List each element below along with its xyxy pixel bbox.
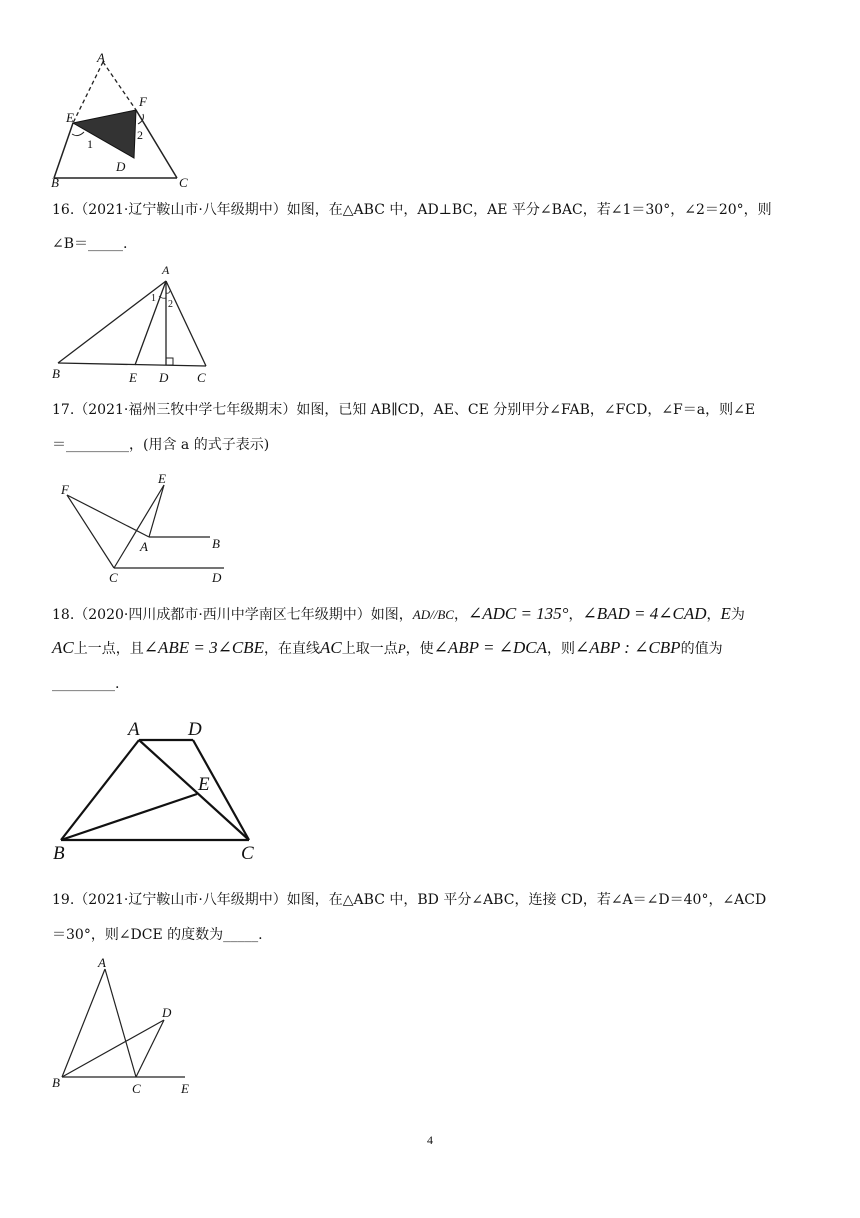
- figure-folded-triangle: [40, 48, 210, 193]
- q18-text-10: ，则: [546, 641, 575, 657]
- label-A: A: [98, 955, 106, 970]
- figure-triangle-altitude-bisector: [48, 258, 223, 388]
- label-B: B: [52, 366, 60, 381]
- label-angle-1: 1: [87, 137, 93, 151]
- label-D: D: [212, 570, 222, 585]
- q18-math-3: ∠BAD = 4∠CAD: [582, 604, 707, 623]
- q18-math-6: ∠ABE = 3∠CBE: [143, 638, 264, 657]
- label-E: E: [181, 1081, 189, 1096]
- label-E: E: [129, 370, 137, 385]
- q18-answer-blank: _________.: [52, 676, 120, 692]
- q18-math-10: ∠ABP : ∠CBP: [574, 638, 681, 657]
- figure-trapezoid: [48, 714, 273, 864]
- q18-math-7: AC: [319, 638, 342, 657]
- label-C: C: [197, 370, 206, 385]
- q18-text-7: ，在直线: [263, 641, 320, 657]
- label-A: A: [128, 719, 140, 740]
- q18-text-8: 上取一点: [341, 641, 398, 657]
- label-A: A: [97, 50, 105, 65]
- q18-text-3: ，: [568, 607, 583, 623]
- figure-parallel-lines-bisectors: [52, 468, 242, 588]
- label-C: C: [241, 843, 254, 864]
- label-B: B: [51, 175, 59, 190]
- figure-triangle-bisector-extension: [48, 950, 208, 1100]
- label-E: E: [66, 110, 74, 125]
- label-B: B: [52, 1075, 60, 1090]
- question-19-line-2: ＝30°，则∠DCE 的度数为_____.: [52, 927, 263, 943]
- label-D: D: [188, 719, 202, 740]
- label-B: B: [212, 536, 220, 551]
- q18-text-6: 上一点，且: [73, 641, 144, 657]
- q18-text-2: ，: [453, 607, 468, 623]
- q18-math-4: E: [720, 604, 731, 623]
- label-angle-1: 1: [151, 293, 156, 304]
- label-angle-2: 2: [137, 128, 143, 142]
- q18-text-4: ，: [706, 607, 721, 623]
- label-C: C: [132, 1081, 141, 1096]
- q18-text-5: 为: [730, 607, 745, 623]
- label-C: C: [109, 570, 118, 585]
- q18-math-8: P: [397, 641, 406, 656]
- label-A: A: [140, 539, 148, 554]
- label-D: D: [162, 1005, 172, 1020]
- label-D: D: [116, 159, 126, 174]
- page-number: 4: [427, 1133, 433, 1147]
- question-16-line-1: 16.（2021·辽宁鞍山市·八年级期中）如图，在△ABC 中，AD⊥BC，AE 平分∠BAC，若∠1＝30°，∠2＝20°，则: [52, 202, 772, 218]
- label-F: F: [139, 94, 147, 109]
- label-B: B: [53, 843, 65, 864]
- label-F: F: [61, 482, 69, 497]
- q18-math-5: AC: [52, 638, 74, 657]
- q18-math-1: AD//BC: [412, 607, 454, 622]
- label-D: D: [159, 370, 169, 385]
- label-E: E: [198, 774, 210, 795]
- label-C: C: [179, 175, 188, 190]
- question-16-line-2: ∠B＝_____.: [52, 236, 128, 252]
- label-E: E: [158, 471, 166, 486]
- q18-text-11: 的值为: [680, 641, 723, 657]
- label-angle-2: 2: [168, 299, 173, 310]
- question-17-line-1: 17.（2021·福州三牧中学七年级期末）如图，已知 AB∥CD，AE、CE 分别甲分∠FAB，∠FCD，∠F＝a，则∠E: [52, 402, 756, 418]
- q18-math-9: ∠ABP = ∠DCA: [433, 638, 547, 657]
- question-19-line-1: 19.（2021·辽宁鞍山市·八年级期中）如图，在△ABC 中，BD 平分∠ABC，连接 CD，若∠A＝∠D＝40°，∠ACD: [52, 892, 767, 908]
- q18-math-2: ∠ADC = 135°: [467, 604, 569, 623]
- question-18: [52, 606, 812, 692]
- question-17-line-2: ＝_________，(用含 a 的式子表示): [52, 437, 270, 453]
- label-A: A: [162, 263, 170, 277]
- q18-text-1: 18.（2020·四川成都市·西川中学南区七年级期中）如图，: [52, 607, 413, 623]
- q18-text-9: ，使: [405, 641, 434, 657]
